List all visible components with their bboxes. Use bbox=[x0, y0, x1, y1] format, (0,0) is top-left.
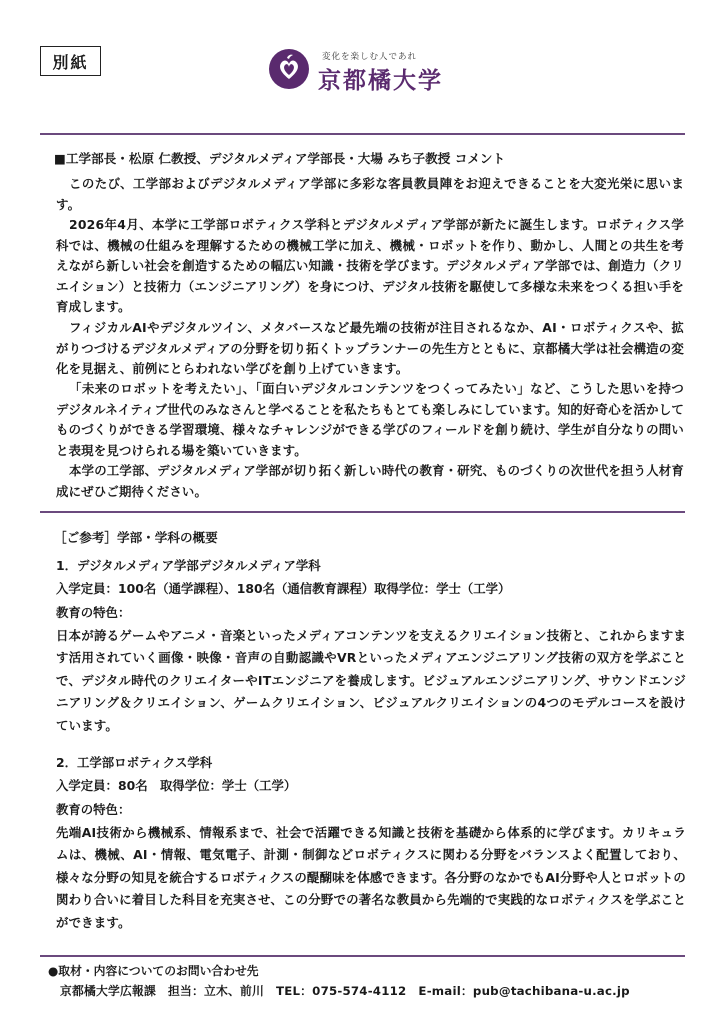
department-description: 先端AI技術から機械系、情報系まで、社会で活躍できる知識と技術を基礎から体系的に学びます。カリキュラムは、機械、AI・情報、電気電子、計測・制御などロボティクスに関わる分野をバランスよく配置しており、様々な分野の知見を統合するロボティクスの醍醐味を体感できます。各分野のなかでもAI分野や人とロボットの関わり合いに着目した科目を充実させ、この分野での著名な教員から先端的で実践的なロボティクスを学ぶことができます。 bbox=[56, 825, 686, 930]
department-description: 日本が誇るゲームやアニメ・音楽といったメディアコンテンツを支えるクリエイション技術と、これからますます活用されていく画像・映像・音声の自動認識やVRといったメディアエンジニアリング技術の双方を学ぶことで、デジタル時代のクリエイターやITエンジニアを養成します。ビジュアルエンジニアリング、サウンドエンジニアリング＆クリエイション、ゲームクリエイション、ビジュアルクリエイションの4つのモデルコースを設けています。 bbox=[56, 628, 686, 733]
section-divider bbox=[40, 955, 685, 957]
comment-paragraph: 2026年4月、本学に工学部ロボティクス学科とデジタルメディア学部が新たに誕生します。ロボティクス学科では、機械の仕組みを理解するための機械工学に加え、機械・ロボットを作り、動かし、人間との共生を考えながら新しい社会を創造するための幅広い知識・技術を学びます。デジタルメディア学部では、創造力（クリエイション）と技術力（エンジニアリング）を身につけ、デジタル技術を駆使して多様な未来をつくる担い手を育成します。 bbox=[56, 217, 684, 315]
contact-heading: ●取材・内容についてのお問い合わせ先 bbox=[48, 964, 259, 978]
comment-heading: ■工学部長・松原 仁教授、デジタルメディア学部長・大場 みち子教授 コメント bbox=[54, 151, 506, 166]
logo-tagline: 変化を楽しむ人であれ bbox=[322, 52, 418, 62]
department-capacity: 入学定員：80名 取得学位：学士（工学） bbox=[56, 778, 297, 793]
department-title: 2．工学部ロボティクス学科 bbox=[56, 755, 213, 770]
comment-paragraph: このたび、工学部およびデジタルメディア学部に多彩な客員教員陣をお迎えできることを大変光栄に思います。 bbox=[56, 176, 684, 212]
attachment-label: 別紙 bbox=[40, 46, 101, 76]
contact-details: 京都橘大学広報課 担当：立木、前川 TEL：075-574-4112 E-mail：pub@tachibana-u.ac.jp bbox=[60, 984, 630, 998]
logo-name: 京都橘大学 bbox=[318, 67, 443, 94]
section-divider bbox=[40, 133, 685, 135]
reference-heading: ［ご参考］学部・学科の概要 bbox=[54, 530, 218, 545]
comment-paragraph: 「未来のロボットを考えたい」、「面白いデジタルコンテンツをつくってみたい」など、こうした思いを持つデジタルネイティブ世代のみなさんと学べることを私たちもとても楽しみにしています。知的好奇心を活かしてものづくりができる学習環境、様々なチャレンジができる学びのフィールドを創り続け、学生が自分なりの問いと表現を見つけられる場を築いていきます。 bbox=[56, 381, 684, 458]
department-capacity: 入学定員：100名（通学課程）、180名（通信教育課程）取得学位：学士（工学） bbox=[56, 581, 511, 596]
tachibana-university-emblem-icon bbox=[268, 48, 310, 90]
comment-paragraph: 本学の工学部、デジタルメディア学部が切り拓く新しい時代の教育・研究、ものづくりの次世代を担う人材育成にぜひご期待ください。 bbox=[56, 463, 684, 499]
university-logo bbox=[268, 44, 468, 92]
comment-paragraph: フィジカルAIやデジタルツイン、メタバースなど最先端の技術が注目されるなか、AI・ロボティクスや、拡がりつづけるデジタルメディアの分野を切り拓くトップランナーの先生方とともに、京都橘大学は社会構造の変化を見据え、前例にとらわれない学びを創り上げていきます。 bbox=[56, 320, 684, 377]
department-title: 1．デジタルメディア学部デジタルメディア学科 bbox=[56, 558, 321, 573]
section-divider bbox=[40, 511, 685, 513]
department-features-label: 教育の特色： bbox=[56, 605, 131, 620]
department-features-label: 教育の特色： bbox=[56, 802, 131, 817]
